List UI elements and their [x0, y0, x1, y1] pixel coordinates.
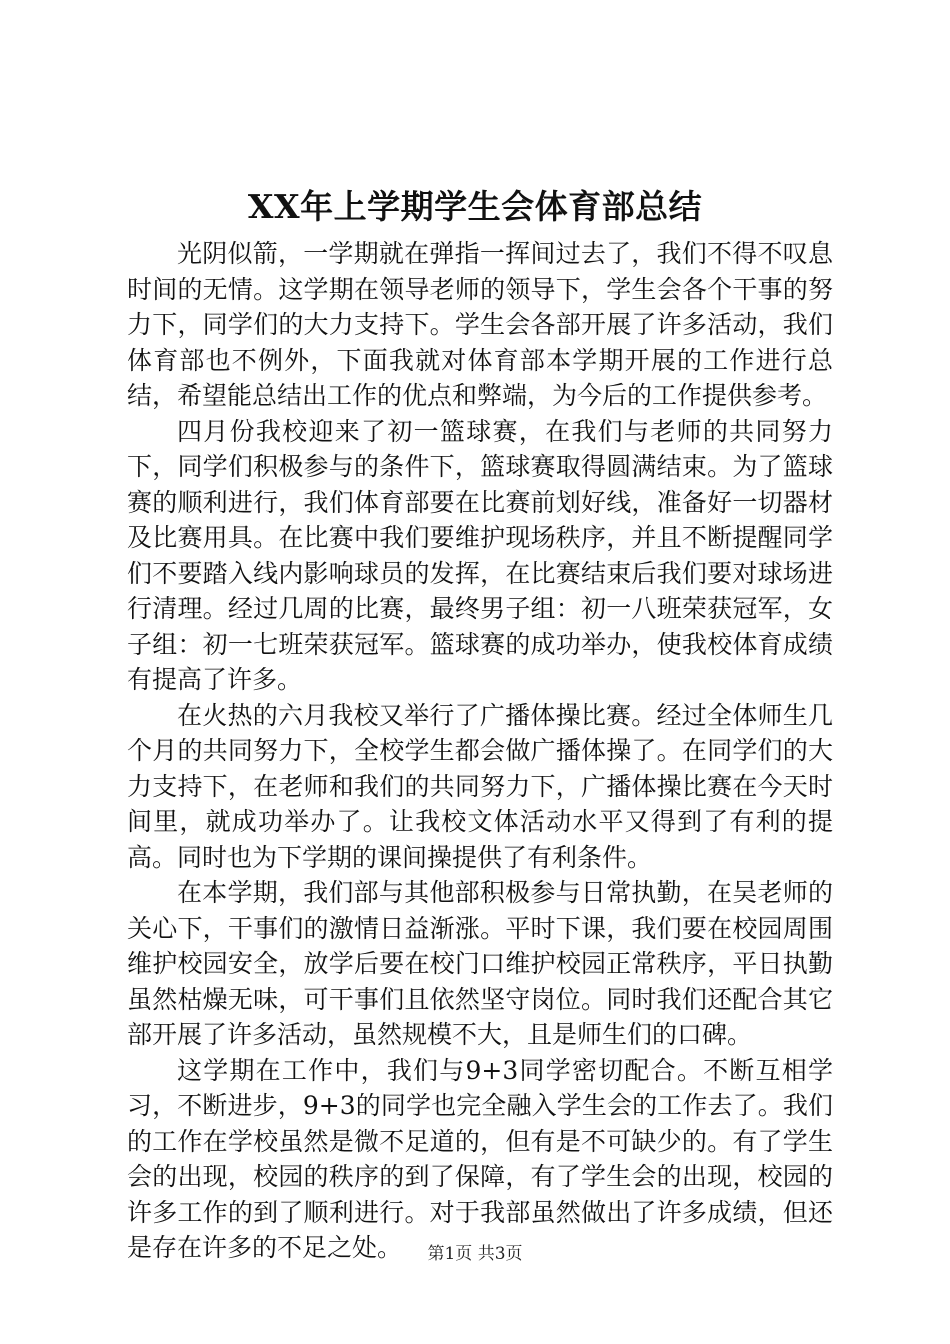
page-footer: 第1页 共3页	[427, 1244, 523, 1264]
paragraph: 这学期在工作中，我们与9+3同学密切配合。不断互相学习，不断进步，9+3的同学也完全融入学生会的工作去了。我们的工作在学校虽然是微不足道的，但有是不可缺少的。有了学生会的出现，校园的秩序的到了保障，有了学生会的出现，校园的许多工作的到了顺利进行。对于我部虽然做出了许多成绩，但还是存在许多的不足之处。	[127, 1055, 833, 1262]
document-title: XX年上学期学生会体育部总结	[247, 187, 703, 226]
paragraph: 在本学期，我们部与其他部积极参与日常执勤，在吴老师的关心下，干事们的激情日益渐涨。平时下课，我们要在校园周围维护校园安全，放学后要在校门口维护校园正常秩序，平日执勤虽然枯燥无味，可干事们且依然坚守岗位。同时我们还配合其它部开展了许多活动，虽然规模不大，且是师生们的口碑。	[127, 878, 833, 1049]
paragraph: 光阴似箭，一学期就在弹指一挥间过去了，我们不得不叹息时间的无情。这学期在领导老师的领导下，学生会各个干事的努力下，同学们的大力支持下。学生会各部开展了许多活动，我们体育部也不例外，下面我就对体育部本学期开展的工作进行总结，希望能总结出工作的优点和弊端，为今后的工作提供参考。	[127, 239, 833, 410]
paragraph: 在火热的六月我校又举行了广播体操比赛。经过全体师生几个月的共同努力下，全校学生都会做广播体操了。在同学们的大力支持下，在老师和我们的共同努力下，广播体操比赛在今天时间里，就成功举办了。让我校文体活动水平又得到了有利的提高。同时也为下学期的课间操提供了有利条件。	[127, 700, 833, 872]
paragraph: 四月份我校迎来了初一篮球赛，在我们与老师的共同努力下，同学们积极参与的条件下，篮球赛取得圆满结束。为了篮球赛的顺利进行，我们体育部要在比赛前划好线，准备好一切器材及比赛用具。在比赛中我们要维护现场秩序，并且不断提醒同学们不要踏入线内影响球员的发挥，在比赛结束后我们要对球场进行清理。经过几周的比赛，最终男子组：初一八班荣获冠军，女子组：初一七班荣获冠军。篮球赛的成功举办，使我校体育成绩有提高了许多。	[127, 416, 833, 694]
document-body	[127, 236, 833, 1266]
